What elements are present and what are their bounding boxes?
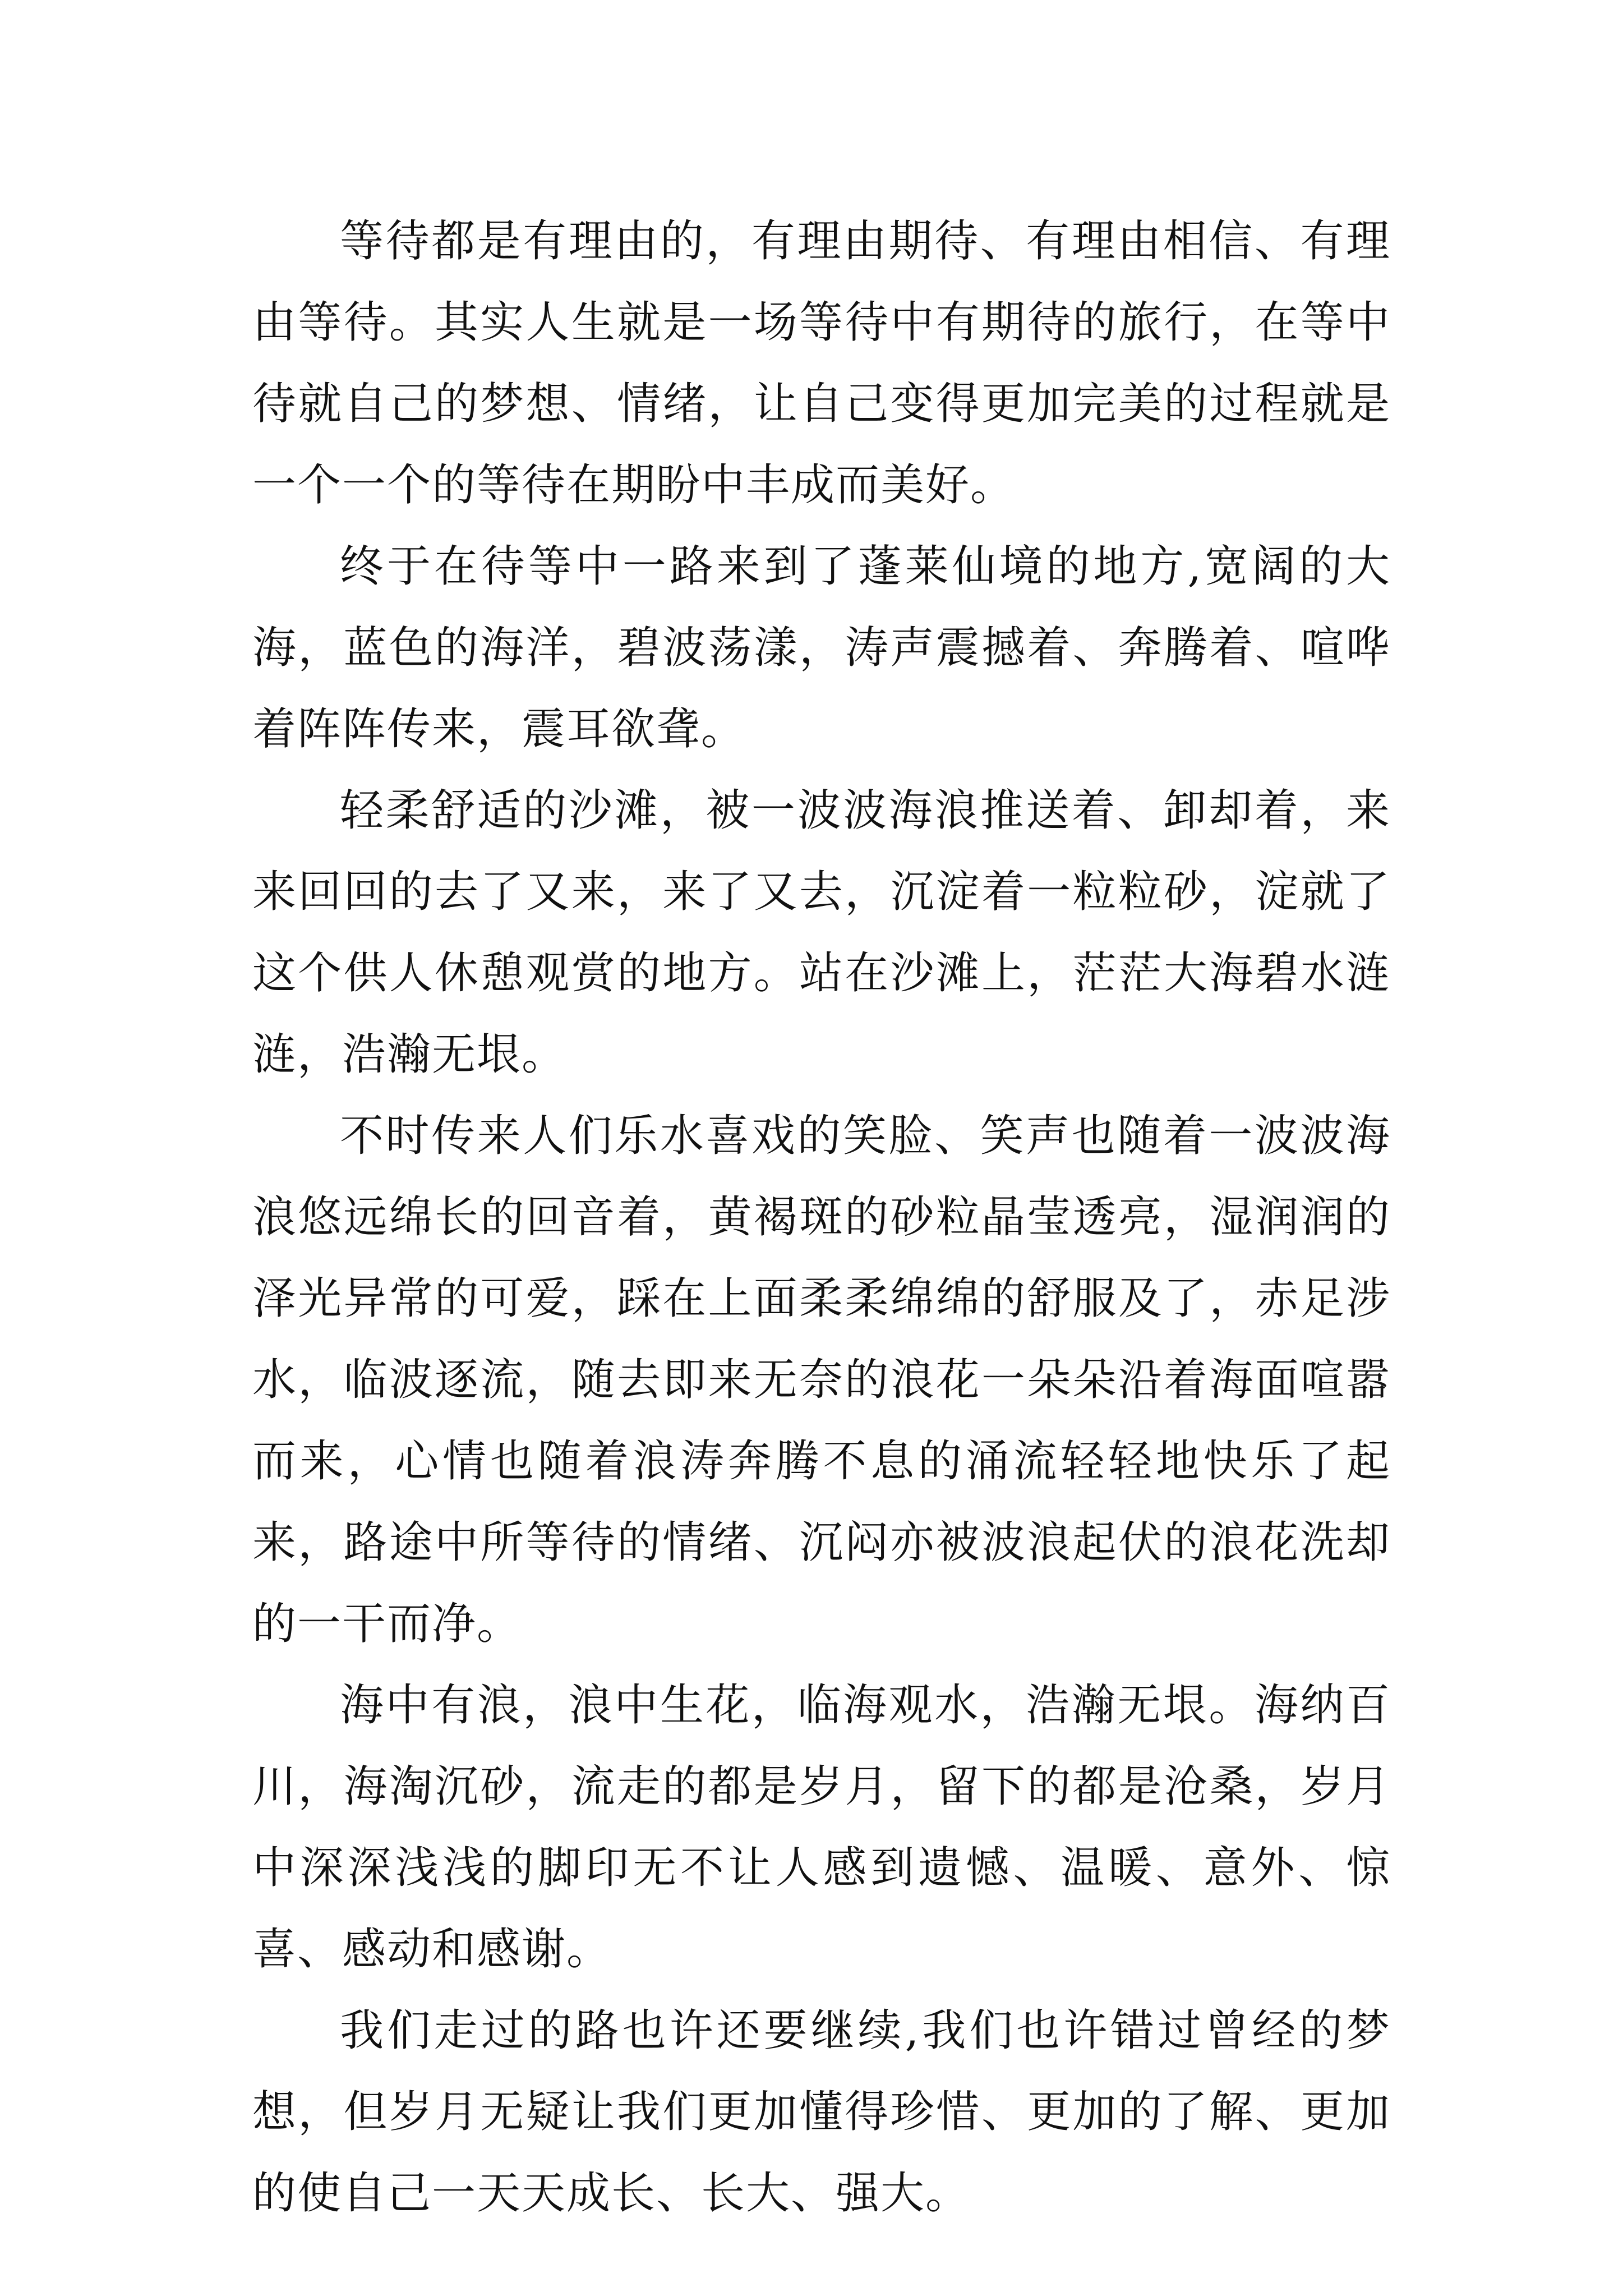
paragraph-5: 海中有浪，浪中生花，临海观水，浩瀚无垠。海纳百川，海淘沉砂，流走的都是岁月，留下的都是沧桑，岁月中深深浅浅的脚印无不让人感到遗憾、温暖、意外、惊喜、感动和感谢。 bbox=[252, 1680, 1391, 1975]
paragraph-1: 等待都是有理由的，有理由期待、有理由相信、有理由等待。其实人生就是一场等待中有期待的旅行，在等中待就自己的梦想、情绪，让自己变得更加完美的过程就是一个一个的等待在期盼中丰成而美好。 bbox=[252, 216, 1391, 510]
paragraph-6: 我们走过的路也许还要继续,我们也许错过曾经的梦想，但岁月无疑让我们更加懂得珍惜、更加的了解、更加的使自己一天天成长、长大、强大。 bbox=[252, 2005, 1391, 2219]
document-body bbox=[252, 201, 1391, 2234]
paragraph-3: 轻柔舒适的沙滩，被一波波海浪推送着、卸却着，来来回回的去了又来，来了又去，沉淀着一粒粒砂，淀就了这个供人休憩观赏的地方。站在沙滩上，茫茫大海碧水涟涟，浩瀚无垠。 bbox=[252, 785, 1391, 1080]
paragraph-2: 终于在待等中一路来到了蓬莱仙境的地方,宽阔的大海，蓝色的海洋，碧波荡漾，涛声震撼着、奔腾着、喧哗着阵阵传来，震耳欲聋。 bbox=[252, 541, 1391, 754]
paragraph-4: 不时传来人们乐水喜戏的笑脸、笑声也随着一波波海浪悠远绵长的回音着，黄褐斑的砂粒晶莹透亮，湿润润的泽光异常的可爱，踩在上面柔柔绵绵的舒服及了，赤足涉水，临波逐流，随去即来无奈的浪花一朵朵沿着海面喧嚣而来，心情也随着浪涛奔腾不息的涌流轻轻地快乐了起来，路途中所等待的情绪、沉闷亦被波浪起伏的浪花洗却的一干而净。 bbox=[252, 1111, 1391, 1649]
